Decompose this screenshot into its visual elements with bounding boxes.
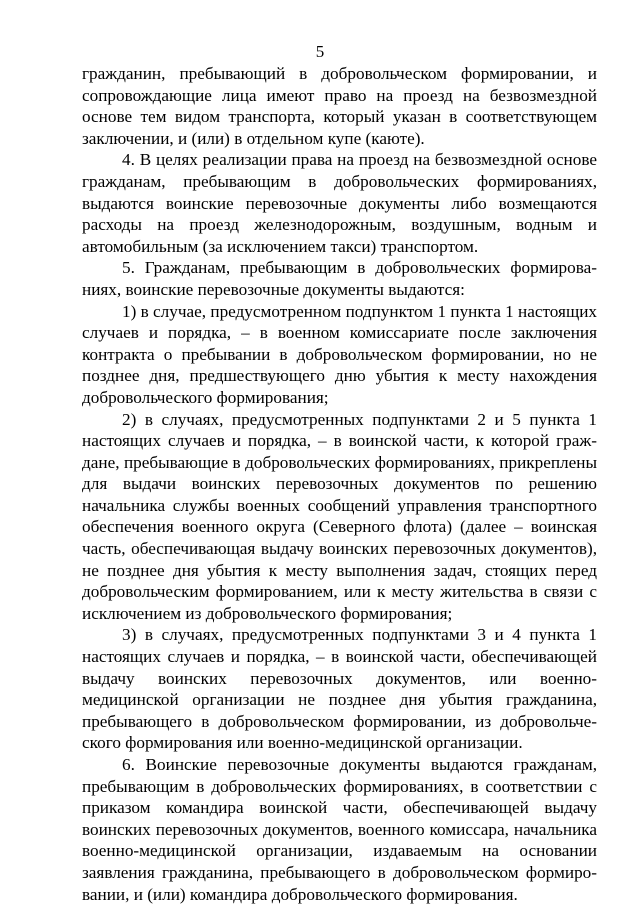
paragraph-5-item-3: 3) в случаях, предусмотренных подпунктами 3 и 4 пункта 1 настоящих случаев и порядка, – в воинской части, обеспечивающей выдачу воинских перевозочных документов, или военно-медицинской организации не позднее дня убытия гражданина, пребывающего в добровольческом формировании, из добровольческого формирования или военно-медицинской организации. [82,625,597,753]
page-number: 5 [315,42,325,61]
paragraph-4: 4. В целях реализации права на проезд на безвозмездной основе гражданам, пребывающим в добровольческих формированиях, выдаются воинские перевозочные документы либо возмещаются расходы на проезд железнодорожным, воздушным, водным и автомобильным (за исключением такси) транспортом. [82,150,597,256]
document-body [82,63,597,905]
paragraph-5-item-1: 1) в случае, предусмотренном подпунктом 1 пункта 1 настоящих случаев и порядка, – в военном комиссариате после заключения контракта о пребывании в добровольческом формировании, но не позднее дня, предшествующего дню убытия к месту нахождения добровольческого формирования; [82,301,597,407]
paragraph-6: 6. Воинские перевозочные документы выдаются гражданам, пребывающим в добровольческих формированиях, в соответствии с приказом командира воинской части, обеспечивающей выдачу воинских перевозочных документов, военного комиссара, начальника военно-медицинской организации, издаваемым на основании заявления гражданина, пребывающего в добровольческом формировании, и (или) командира добровольческого формирования. [82,755,597,904]
paragraph-5: 5. Гражданам, пребывающим в добровольческих формированиях, воинские перевозочные документы выдаются: [82,258,597,299]
paragraph-5-item-2: 2) в случаях, предусмотренных подпунктами 2 и 5 пункта 1 настоящих случаев и порядка, – в воинской части, к которой граждане, пребывающие в добровольческих формированиях, прикреплены для выдачи воинских перевозочных документов по решению начальника службы военных сообщений управления транспортного обеспечения военного округа (Северного флота) (далее – воинская часть, обеспечивающая выдачу воинских перевозочных документов), не позднее дня убытия к месту выполнения задач, стоящих перед добровольческим формированием, или к месту жительства в связи с исключением из добровольческого формирования; [82,409,597,623]
paragraph-continuation: гражданин, пребывающий в добровольческом формировании, и сопровождающие лица имеют право на проезд на безвозмездной основе тем видом транспорта, который указан в соответствующем заключении, и (или) в отдельном купе (каюте). [82,64,597,148]
